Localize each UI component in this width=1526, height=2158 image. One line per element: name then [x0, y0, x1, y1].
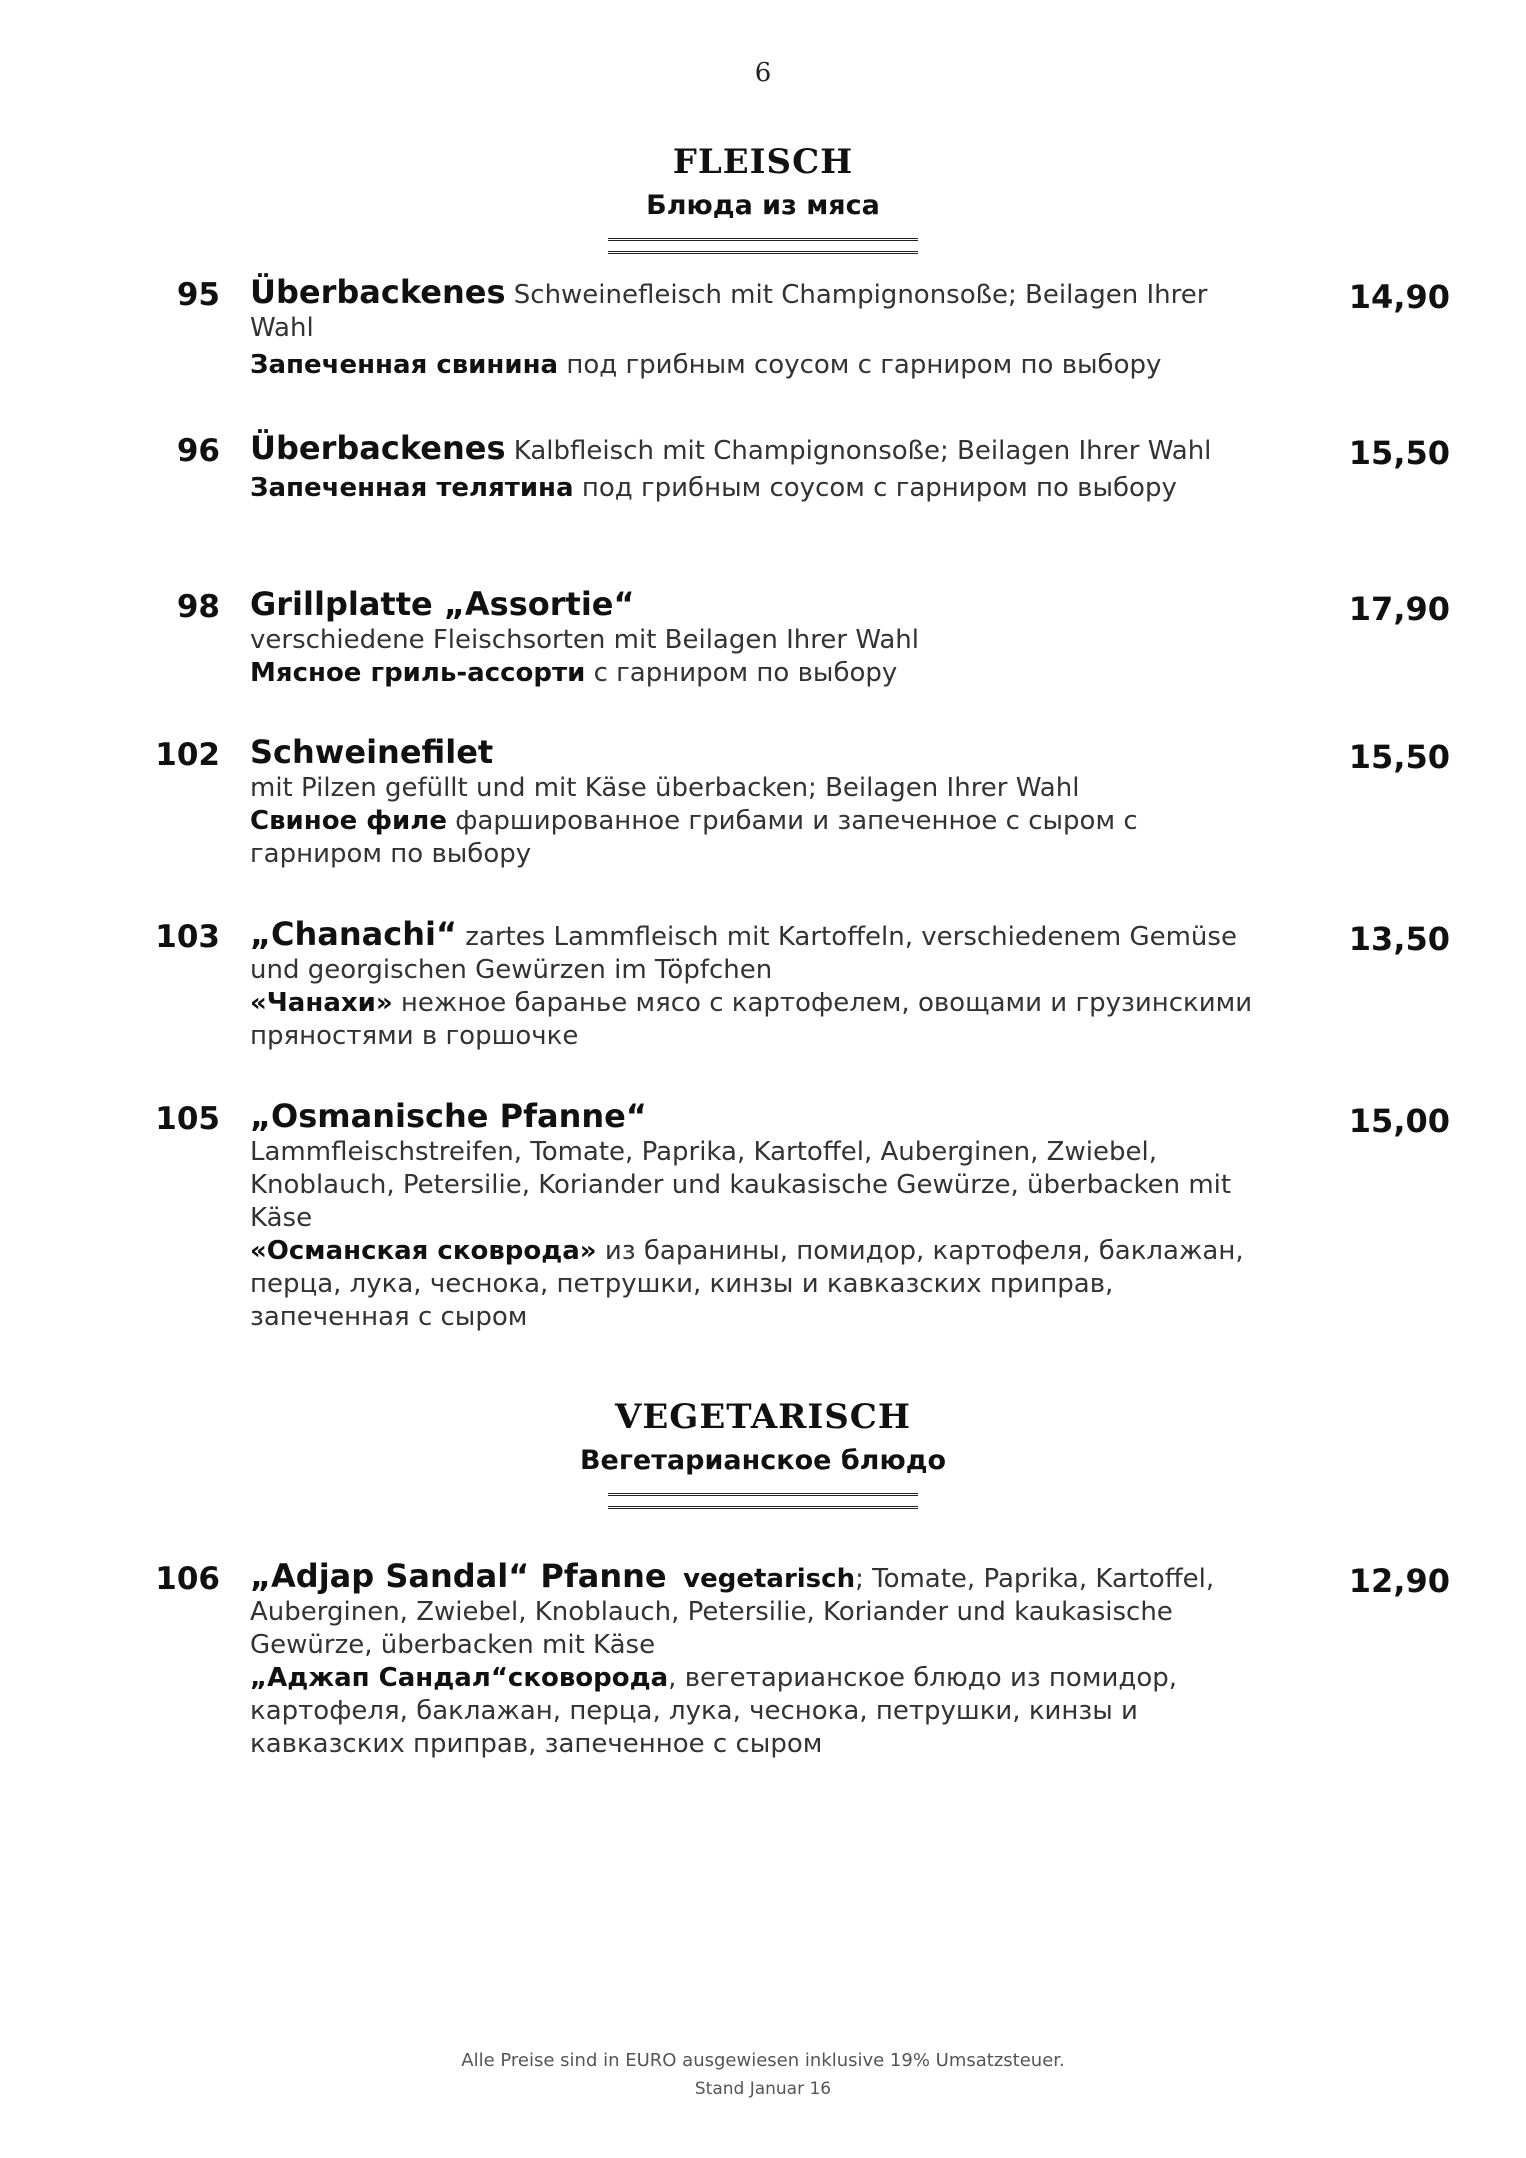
section-header-fleisch: [0, 140, 1526, 254]
section-subtitle: Вегетарианское блюдо: [579, 1445, 947, 1476]
item-price: 12,90: [1348, 1562, 1450, 1600]
item-name-ru: «Османская сковрода»: [250, 1236, 597, 1266]
item-number: 105: [155, 1101, 220, 1137]
item-price: 15,50: [1348, 434, 1450, 472]
item-description: [250, 273, 1270, 382]
item-name-de: „Chanachi“: [250, 915, 458, 953]
item-price: 14,90: [1348, 278, 1450, 316]
item-text-de: Schweinefleisch mit Champignonsoße; Beilagen Ihrer Wahl: [250, 280, 1208, 343]
item-name-de: Überbackenes: [250, 429, 506, 467]
item-description: [250, 429, 1270, 505]
item-price: 13,50: [1348, 920, 1450, 958]
item-text-ru: фаршированное грибами и запеченное с сыром с гарниром по выбору: [250, 806, 1138, 869]
item-name-de: „Osmanische Pfanne“: [250, 1097, 647, 1135]
item-number: 106: [155, 1561, 220, 1597]
item-name-de: „Adjap Sandal“ Pfanne: [250, 1557, 667, 1595]
section-subtitle: Блюда из мяса: [646, 190, 880, 221]
item-text-de: verschiedene Fleischsorten mit Beilagen Ihrer Wahl: [250, 625, 920, 655]
item-number: 95: [176, 277, 220, 313]
section-divider: [608, 238, 918, 254]
section-title: VEGETARISCH: [615, 1397, 911, 1437]
item-name-ru: Мясное гриль-ассорти: [250, 658, 586, 688]
item-name-ru: Запеченная телятина: [250, 473, 574, 503]
section-header-vegetarisch: [0, 1395, 1526, 1509]
item-text-de: ; Tomate, Paprika, Kartoffel, Auberginen, Zwiebel, Knoblauch, Petersilie, Koriander und kaukasische Gewürze, überbacken mit Käse: [250, 1564, 1215, 1660]
item-price: 15,00: [1348, 1102, 1450, 1140]
item-text-de: Kalbfleisch mit Champignonsoße; Beilagen Ihrer Wahl: [505, 436, 1212, 466]
item-price: 17,90: [1348, 590, 1450, 628]
footer-tax-note: Alle Preise sind in EURO ausgewiesen inklusive 19% Umsatzsteuer.: [461, 2050, 1065, 2071]
item-name-ru: Свиное филе: [250, 806, 447, 836]
item-number: 102: [155, 737, 220, 773]
item-description: [250, 1097, 1270, 1334]
item-text-ru: под грибным соусом с гарниром по выбору: [573, 473, 1177, 503]
section-divider: [608, 1493, 918, 1509]
item-text-de: mit Pilzen gefüllt und mit Käse überbacken; Beilagen Ihrer Wahl: [250, 773, 1080, 803]
section-title: FLEISCH: [672, 142, 854, 182]
item-number: 96: [176, 433, 220, 469]
page-number: 6: [754, 58, 772, 88]
item-description: [250, 915, 1270, 1053]
item-text-ru: нежное баранье мясо с картофелем, овощами и грузинскими пряностями в горшочке: [250, 988, 1253, 1051]
item-description: [250, 1557, 1270, 1761]
item-text-ru: с гарниром по выбору: [585, 658, 898, 688]
item-name-de: Überbackenes: [250, 273, 506, 311]
item-name-ru: «Чанахи»: [250, 988, 393, 1018]
item-text-de: zartes Lammfleisch mit Kartoffeln, verschiedenem Gemüse und georgischen Gewürzen im Töpfchen: [250, 922, 1237, 985]
item-price: 15,50: [1348, 738, 1450, 776]
item-text-de: Lammfleischstreifen, Tomate, Paprika, Kartoffel, Auberginen, Zwiebel, Knoblauch, Petersilie, Koriander und kaukasische Gewürze, überbacken mit Käse: [250, 1137, 1232, 1233]
item-name-ru: „Аджап Сандал“сковорода: [250, 1663, 669, 1693]
item-text-ru: под грибным соусом с гарниром по выбору: [558, 350, 1162, 380]
item-name-de: Schweinefilet: [250, 733, 494, 771]
item-name-ru: Запеченная свинина: [250, 350, 559, 380]
item-description: [250, 585, 1270, 690]
item-veg-label: vegetarisch: [683, 1564, 856, 1594]
item-text-ru: из баранины, помидор, картофеля, баклажан, перца, лука, чеснока, петрушки, кинзы и кавказских приправ, запеченная с сыром: [250, 1236, 1244, 1332]
item-description: [250, 733, 1270, 871]
item-number: 103: [155, 919, 220, 955]
item-name-de: Grillplatte „Assortie“: [250, 585, 635, 623]
item-number: 98: [176, 589, 220, 625]
footer-date: Stand Januar 16: [694, 2079, 832, 2099]
item-text-ru: , вегетарианское блюдо из помидор, картофеля, баклажан, перца, лука, чеснока, петрушки, кинзы и кавказских приправ, запеченное с сыром: [250, 1663, 1177, 1759]
